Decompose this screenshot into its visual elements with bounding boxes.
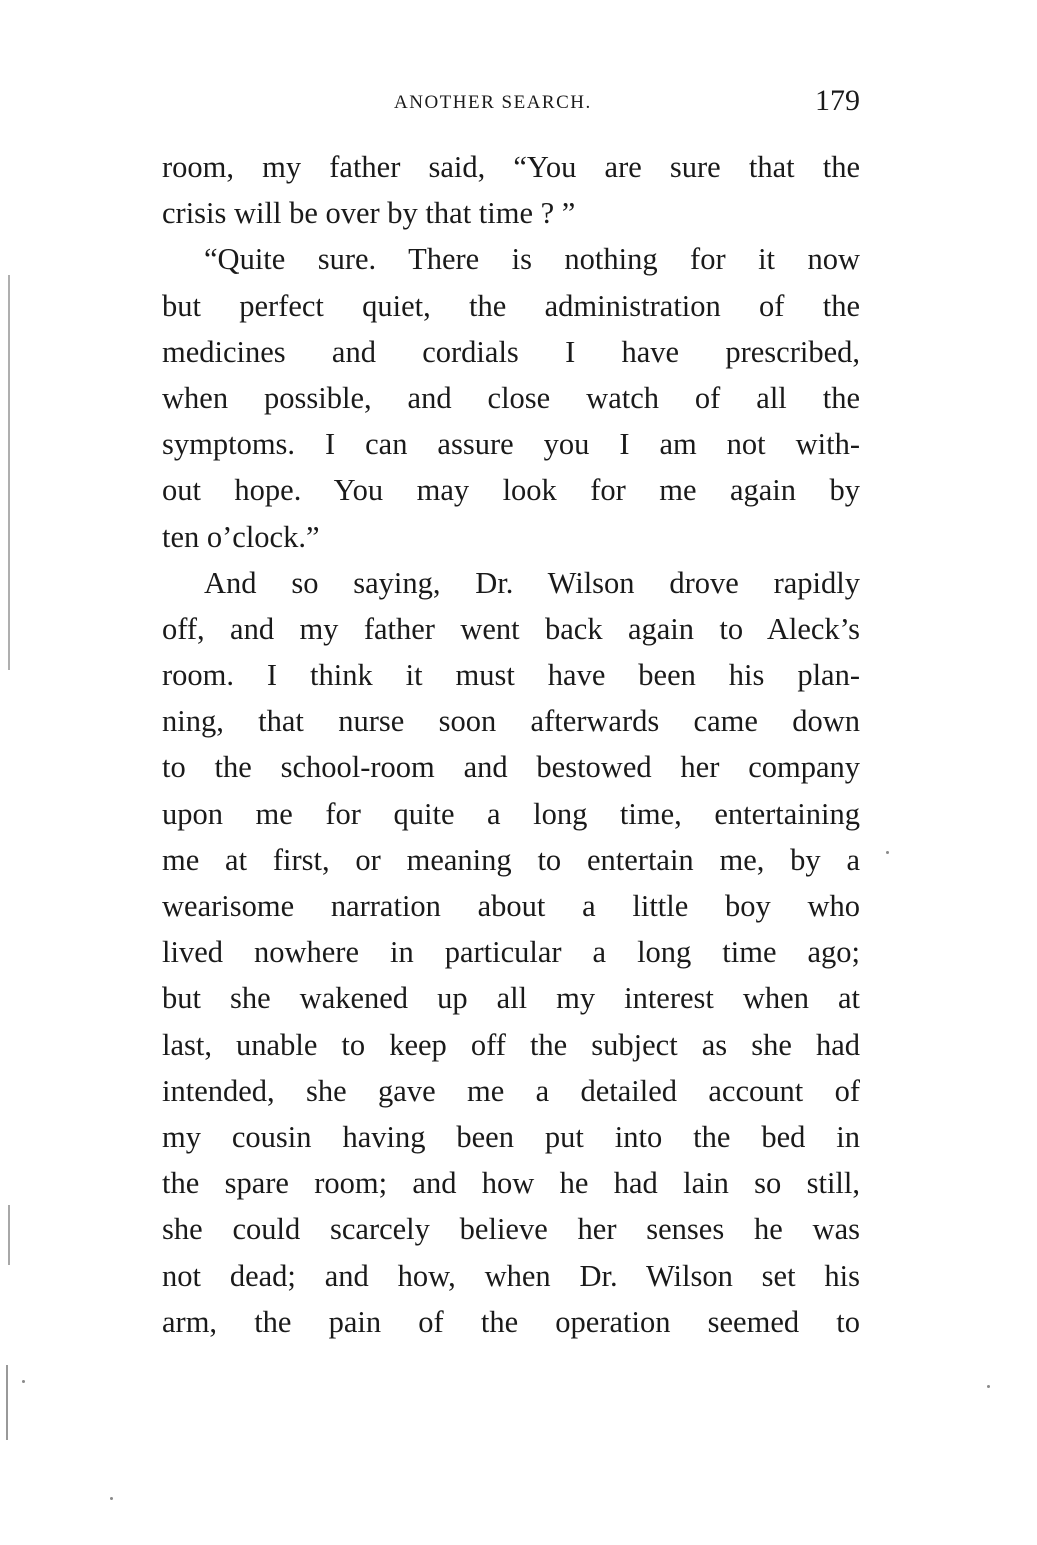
text-line: intended, she gave me a detailed account of <box>162 1073 860 1108</box>
scan-speck <box>110 1497 113 1500</box>
text-line: me at first, or meaning to entertain me, by a <box>162 842 860 877</box>
text-line: room. I think it must have been his plan- <box>162 658 860 693</box>
text-line: “Quite sure. There is nothing for it now <box>204 242 860 277</box>
scan-margin-mark <box>8 1205 10 1265</box>
text-line: And so saying, Dr. Wilson drove rapidly <box>204 565 860 600</box>
text-line: lived nowhere in particular a long time ago; <box>162 935 860 970</box>
scan-speck <box>886 851 889 854</box>
text-line: medicines and cordials I have prescribed, <box>162 334 860 369</box>
scan-speck <box>22 1380 25 1383</box>
text-line: upon me for quite a long time, entertaining <box>162 796 860 831</box>
text-line: my cousin having been put into the bed in <box>162 1119 860 1154</box>
text-line: wearisome narration about a little boy who <box>162 889 860 923</box>
text-line: ten o’clock.” <box>162 519 320 554</box>
text-line: to the school-room and bestowed her company <box>162 750 860 785</box>
text-line: last, unable to keep off the subject as she had <box>162 1027 860 1062</box>
text-line: not dead; and how, when Dr. Wilson set his <box>162 1258 860 1293</box>
text-line: crisis will be over by that time ? ” <box>162 196 576 231</box>
scan-margin-mark <box>6 1365 8 1440</box>
text-line: arm, the pain of the operation seemed to <box>162 1304 860 1339</box>
scan-margin-mark <box>8 275 10 670</box>
running-head <box>162 84 860 124</box>
text-line: the spare room; and how he had lain so still, <box>162 1166 860 1201</box>
text-line: room, my father said, “You are sure that the <box>162 150 860 184</box>
running-title: ANOTHER SEARCH. <box>394 92 592 113</box>
body-text <box>162 144 860 1345</box>
scan-speck <box>987 1385 990 1388</box>
text-line: off, and my father went back again to Aleck’s <box>162 611 860 646</box>
page-number: 179 <box>815 84 860 117</box>
text-line: she could scarcely believe her senses he was <box>162 1212 860 1247</box>
text-line: out hope. You may look for me again by <box>162 473 860 508</box>
text-line: but she wakened up all my interest when at <box>162 981 860 1016</box>
text-line: ning, that nurse soon afterwards came down <box>162 704 860 739</box>
text-line: but perfect quiet, the administration of the <box>162 288 860 323</box>
text-line: symptoms. I can assure you I am not with- <box>162 427 860 462</box>
text-line: when possible, and close watch of all the <box>162 380 860 415</box>
